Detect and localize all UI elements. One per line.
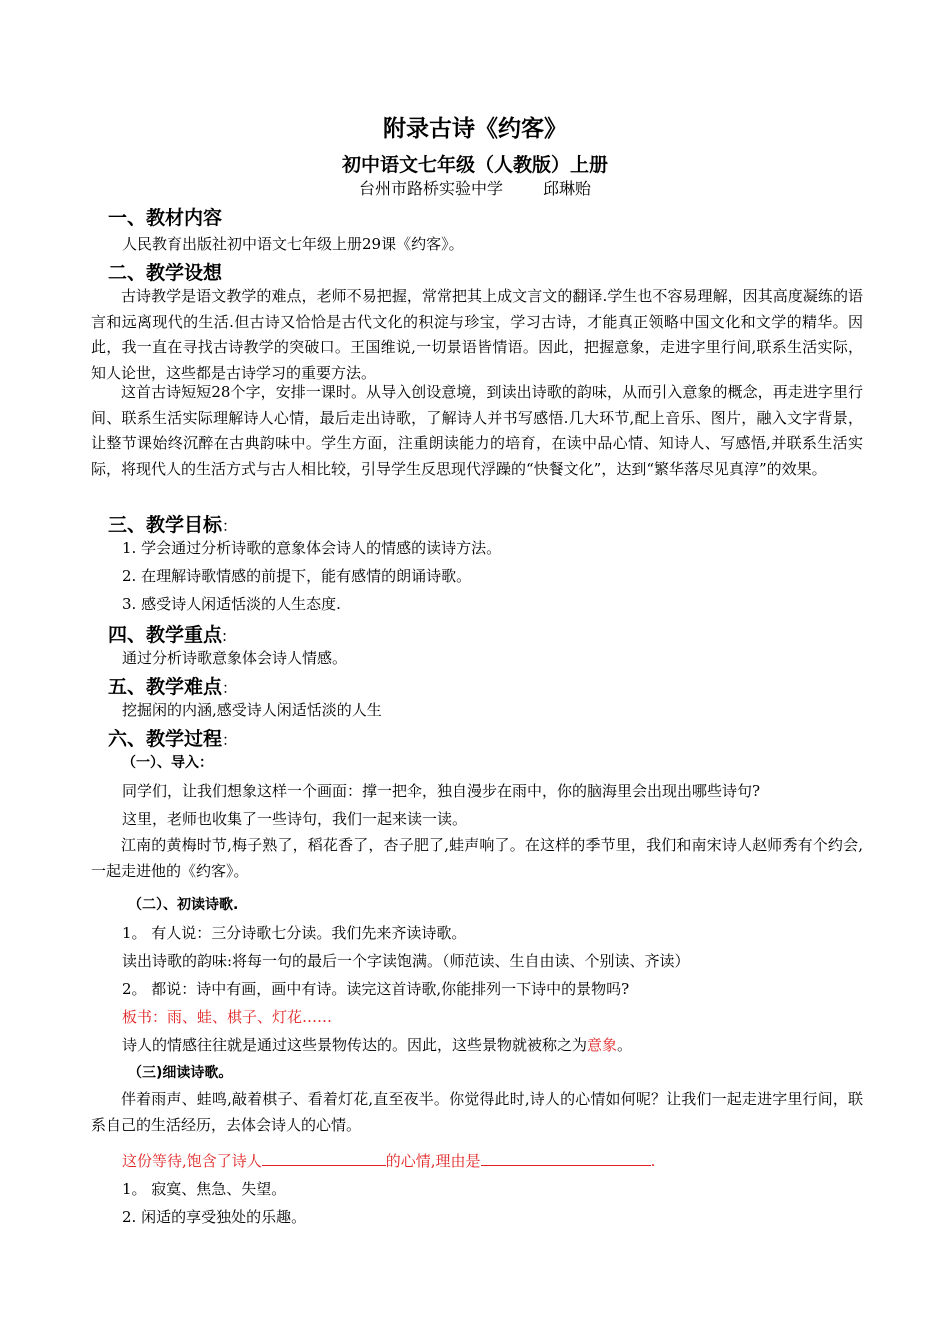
imagery-line: [122, 1034, 632, 1055]
section-5-text: 挖掘闲的内涵,感受诗人闲适恬淡的人生: [122, 701, 382, 719]
subheading-intro: （一）、导入：: [122, 755, 213, 771]
first-reading-line-1: 1。 有人说：三分诗歌七分读。我们先来齐读诗歌。: [122, 924, 467, 942]
goal-item-2: 2. 在理解诗歌情感的前提下，能有感情的朗诵诗歌。: [122, 567, 472, 585]
author-line: [0, 176, 950, 199]
intro-line-1: 同学们，让我们想象这样一个画面：撑一把伞，独自漫步在雨中，你的脑海里会出现出哪些诗句?: [122, 782, 761, 800]
section-heading-3: [108, 510, 237, 537]
goal-item-1: 1. 学会通过分析诗歌的意象体会诗人的情感的读诗方法。: [122, 539, 502, 557]
section-heading-2: 二、教学设想: [108, 262, 223, 284]
fill-in-text-3: .: [650, 1152, 656, 1170]
section-5-colon: ：: [222, 679, 238, 697]
subheading-close-reading: （三)细读诗歌。: [128, 1065, 233, 1081]
goal-item-3: 3. 感受诗人闲适恬淡的人生态度.: [122, 595, 341, 613]
section-heading-4: [108, 620, 227, 647]
section-3-colon: ：: [222, 517, 238, 535]
answer-line-2: 2. 闲适的享受独处的乐趣。: [122, 1208, 307, 1226]
section-4-heading-text: 四、教学重点: [108, 624, 223, 646]
author-school: 台州市路桥实验中学: [358, 179, 503, 198]
section-1-text: 人民教育出版社初中语文七年级上册29课《约客》。: [122, 235, 464, 253]
section-heading-5: [108, 672, 237, 699]
doc-subtitle: 初中语文七年级（人教版）上册: [341, 154, 608, 176]
doc-title: 附录古诗《约客》: [383, 116, 567, 142]
close-reading-paragraph: 伴着雨声、蛙鸣,敲着棋子、看着灯花,直至夜半。你觉得此时,诗人的心情如何呢？让我们一起走进字里行间，联系自己的生活经历，去体会诗人的心情。: [91, 1090, 863, 1134]
intro-line-2: 这里，老师也收集了一些诗句，我们一起来读一读。: [122, 810, 468, 828]
section-4-text: 通过分析诗歌意象体会诗人情感。: [122, 649, 348, 667]
author-name: 邱琳贻: [543, 179, 592, 198]
answer-line-1: 1。 寂寞、焦急、失望。: [122, 1180, 287, 1198]
fill-in-blank-1: [262, 1151, 386, 1166]
first-reading-line-3: 2。 都说：诗中有画，画中有诗。读完这首诗歌,你能排列一下诗中的景物吗?: [122, 980, 630, 998]
section-heading-1: 一、教材内容: [108, 207, 223, 229]
section-heading-6: [108, 724, 237, 751]
imagery-text: 诗人的情感往往就是通过这些景物传达的。因此，这些景物就被称之为: [122, 1036, 588, 1054]
section-2-paragraph-2: 这首古诗短短28个字，安排一课时。从导入创设意境，到读出诗歌的韵味，从而引入意象的概念，再走进字里行间、联系生活实际理解诗人心情，最后走出诗歌，了解诗人并书写感悟.几大环节,配上音乐、图片，融入文字背景，让整节课始终沉醉在古典韵味中。学生方面，注重朗读能力的培育，在读中品心情、知诗人、写感悟,并联系生活实际，将现代人的生活方式与古人相比较，引导学生反思现代浮躁的“快餐文化”，达到“繁华落尽见真淳”的效果。: [91, 383, 863, 478]
first-reading-line-2: 读出诗歌的韵味:将每一句的最后一个字读饱满。（师范读、生自由读、个别读、齐读）: [122, 952, 690, 970]
section-6-heading-text: 六、教学过程: [108, 728, 223, 750]
subheading-first-reading: （二）、初读诗歌.: [128, 897, 239, 913]
fill-in-text-1: 这份等待,饱含了诗人: [122, 1152, 262, 1170]
intro-paragraph: 江南的黄梅时节,梅子熟了，稻花香了，杏子肥了,蛙声响了。在这样的季节里，我们和南宋诗人赵师秀有个约会,一起走进他的《约客》。: [91, 836, 863, 880]
section-5-heading-text: 五、教学难点: [108, 676, 223, 698]
imagery-term: 意象: [587, 1036, 618, 1054]
fill-in-blank-2: [481, 1151, 651, 1166]
section-4-colon: :: [222, 627, 228, 645]
fill-in-prompt: [122, 1150, 655, 1171]
section-2-paragraph-1: 古诗教学是语文教学的难点，老师不易把握，常常把其上成文言文的翻译.学生也不容易理解，因其高度凝练的语言和远离现代的生活.但古诗又恰恰是古代文化的积淀与珍宝，学习古诗，才能真正领略中国文化和文学的精华。因此，我一直在寻找古诗教学的突破口。王国维说,一切景语皆情语。因此，把握意象，走进字里行间,联系生活实际，知人论世，这些都是古诗学习的重要方法。: [91, 287, 863, 382]
fill-in-text-2: 的心情,理由是: [385, 1152, 481, 1170]
section-6-colon: ：: [222, 731, 238, 749]
section-3-heading-text: 三、教学目标: [108, 514, 223, 536]
imagery-period: 。: [617, 1036, 633, 1054]
blackboard-notes: 板书：雨、蛙、棋子、灯花……: [122, 1008, 333, 1026]
